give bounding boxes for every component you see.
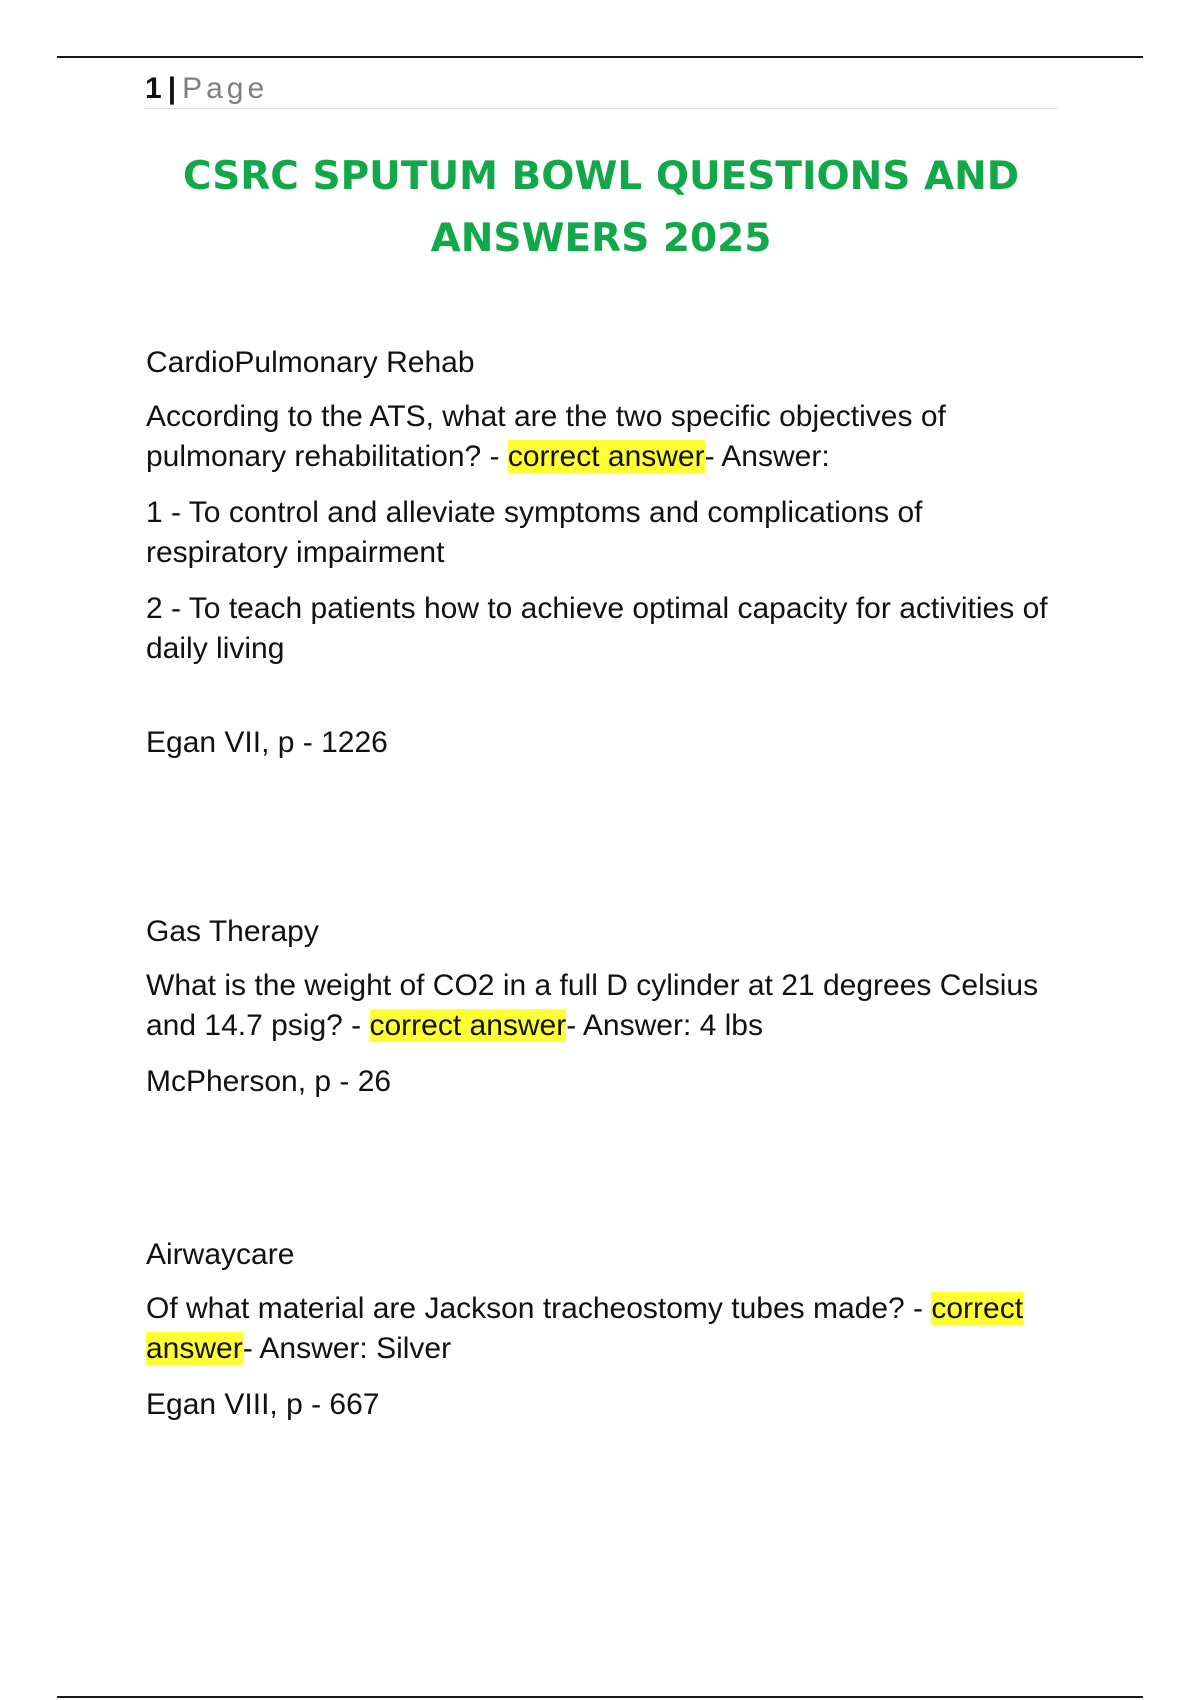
section-category: CardioPulmonary Rehab bbox=[146, 346, 475, 379]
page-separator: | bbox=[167, 72, 177, 105]
source-reference: Egan VII, p - 1226 bbox=[146, 726, 388, 759]
question-text bbox=[146, 397, 1051, 477]
answer-text: - Answer: Silver bbox=[242, 1332, 452, 1365]
answer-text: - Answer: bbox=[704, 440, 830, 473]
question-text bbox=[146, 1289, 1051, 1369]
qa-section-gas-therapy bbox=[146, 912, 1051, 1102]
question-body: According to the ATS, what are the two specific objectives of pulmonary rehabilitation? - bbox=[146, 400, 946, 473]
qa-section-airwaycare bbox=[146, 1235, 1051, 1425]
page-label: Page bbox=[182, 72, 269, 105]
document-title bbox=[145, 146, 1057, 270]
answer-detail-1: 1 - To control and alleviate symptoms and complications of respiratory impairment bbox=[146, 496, 923, 569]
answer-text: - Answer: 4 lbs bbox=[566, 1009, 763, 1042]
document-title-line-1: CSRC SPUTUM BOWL QUESTIONS AND bbox=[182, 154, 1020, 199]
page-top-rule bbox=[57, 56, 1143, 58]
section-category: Airwaycare bbox=[146, 1238, 295, 1271]
section-category: Gas Therapy bbox=[146, 915, 319, 948]
document-title-line-2: ANSWERS 2025 bbox=[430, 216, 772, 261]
source-reference: McPherson, p - 26 bbox=[146, 1065, 392, 1098]
page-bottom-rule bbox=[57, 1696, 1143, 1698]
page-number: 1 bbox=[145, 72, 162, 105]
correct-answer-highlight: correct answer bbox=[369, 1009, 567, 1042]
page-header bbox=[145, 70, 1057, 109]
source-reference: Egan VIII, p - 667 bbox=[146, 1388, 380, 1421]
answer-detail-2: 2 - To teach patients how to achieve optimal capacity for activities of daily living bbox=[146, 592, 1048, 665]
qa-section-cardiopulmonary-rehab bbox=[146, 343, 1051, 763]
correct-answer-highlight: correct answer bbox=[507, 440, 705, 473]
correct-answer-highlight: correct answer bbox=[146, 1292, 1024, 1365]
question-body: What is the weight of CO2 in a full D cylinder at 21 degrees Celsius and 14.7 psig? - bbox=[146, 969, 1039, 1042]
question-text bbox=[146, 966, 1051, 1046]
question-body: Of what material are Jackson tracheostomy tubes made? - bbox=[146, 1292, 932, 1325]
